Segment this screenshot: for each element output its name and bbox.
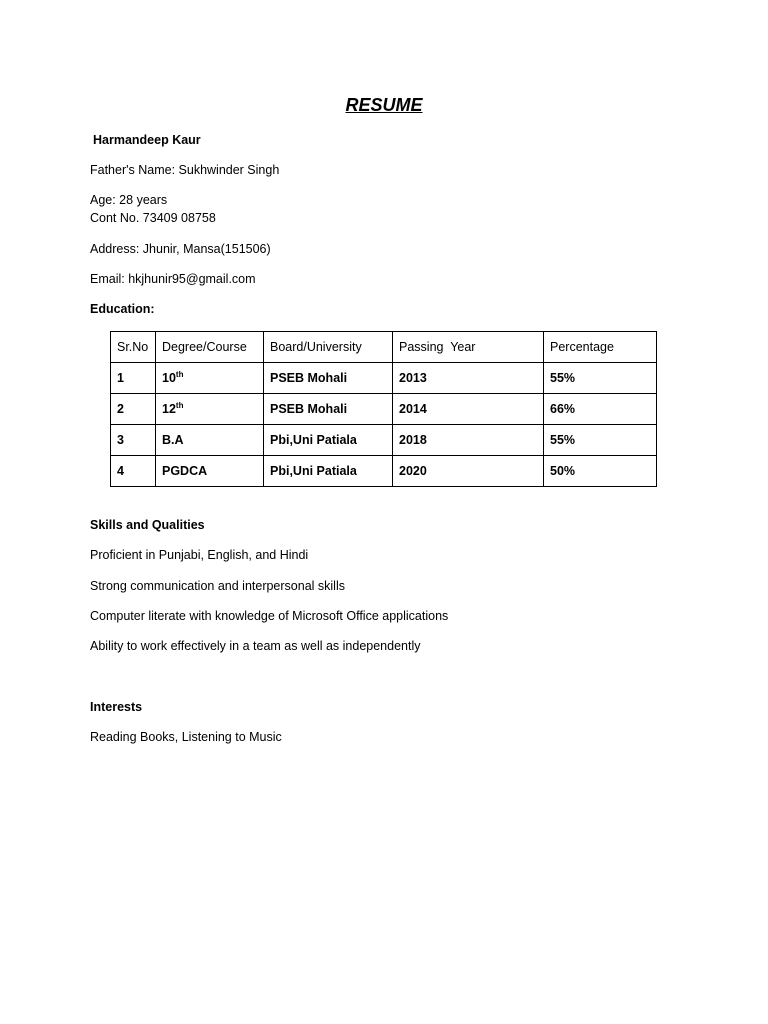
column-header: Sr.No xyxy=(111,332,156,363)
year-cell: 2014 xyxy=(393,394,544,425)
column-header: Passing Year xyxy=(393,332,544,363)
degree-cell xyxy=(156,456,264,487)
column-header: Degree/Course xyxy=(156,332,264,363)
skill-item: Ability to work effectively in a team as well as independently xyxy=(90,639,421,653)
degree-text: 12 xyxy=(162,402,176,416)
board-cell: Pbi,Uni Patiala xyxy=(264,425,393,456)
degree-cell xyxy=(156,425,264,456)
skills-heading: Skills and Qualities xyxy=(90,518,205,532)
email: Email: hkjhunir95@gmail.com xyxy=(90,272,256,286)
table-row xyxy=(111,425,657,456)
percentage-cell: 50% xyxy=(544,456,657,487)
address: Address: Jhunir, Mansa(151506) xyxy=(90,242,271,256)
year-cell: 2020 xyxy=(393,456,544,487)
table-row xyxy=(111,363,657,394)
interests-heading: Interests xyxy=(90,700,143,714)
degree-cell xyxy=(156,363,264,394)
percentage-cell: 55% xyxy=(544,425,657,456)
page-title: RESUME xyxy=(345,95,423,115)
year-cell: 2018 xyxy=(393,425,544,456)
sr-no-cell: 1 xyxy=(111,363,156,394)
education-table xyxy=(110,331,657,487)
skill-item: Proficient in Punjabi, English, and Hindi xyxy=(90,548,309,562)
sr-no-cell: 2 xyxy=(111,394,156,425)
contact-number: Cont No. 73409 08758 xyxy=(90,211,216,225)
percentage-cell: 55% xyxy=(544,363,657,394)
sr-no-cell: 3 xyxy=(111,425,156,456)
degree-text: PGDCA xyxy=(162,464,208,478)
interests-text: Reading Books, Listening to Music xyxy=(90,730,282,744)
board-cell: PSEB Mohali xyxy=(264,363,393,394)
column-header: Percentage xyxy=(544,332,657,363)
table-row xyxy=(111,394,657,425)
board-cell: PSEB Mohali xyxy=(264,394,393,425)
candidate-name: Harmandeep Kaur xyxy=(93,133,201,147)
sr-no-cell: 4 xyxy=(111,456,156,487)
percentage-cell: 66% xyxy=(544,394,657,425)
year-cell: 2013 xyxy=(393,363,544,394)
column-header: Board/University xyxy=(264,332,393,363)
degree-superscript: th xyxy=(175,400,184,410)
skill-item: Strong communication and interpersonal skills xyxy=(90,579,345,593)
degree-text: 10 xyxy=(162,371,176,385)
table-row xyxy=(111,456,657,487)
degree-text: B.A xyxy=(162,433,184,447)
degree-superscript: th xyxy=(175,369,184,379)
skill-item: Computer literate with knowledge of Microsoft Office applications xyxy=(90,609,449,623)
education-heading: Education: xyxy=(90,302,155,316)
degree-cell xyxy=(156,394,264,425)
table-header-row xyxy=(111,332,657,363)
father-name: Father's Name: Sukhwinder Singh xyxy=(90,163,280,177)
age: Age: 28 years xyxy=(90,193,168,207)
board-cell: Pbi,Uni Patiala xyxy=(264,456,393,487)
